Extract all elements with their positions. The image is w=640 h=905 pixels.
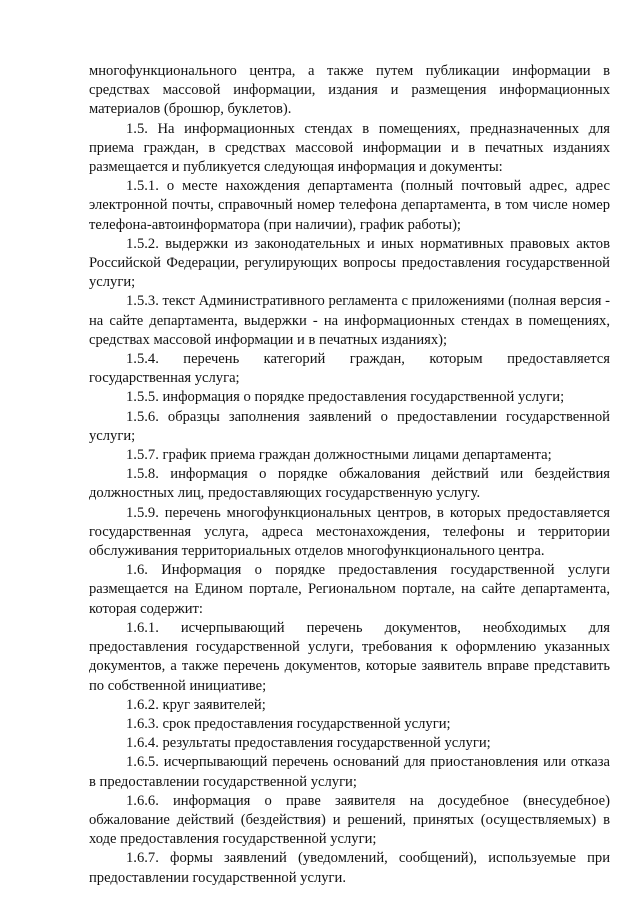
paragraph-1-6-7: 1.6.7. формы заявлений (уведомлений, сообщений), используемые при предоставлении государственной услуги. <box>89 850 610 886</box>
paragraph-1-6-6: 1.6.6. информация о праве заявителя на досудебное (внесудебное) обжалование действий (бездействия) и решений, принятых (осуществляемых) в ходе предоставления государственной услуги; <box>89 792 610 848</box>
paragraph-1-6: 1.6. Информация о порядке предоставления государственной услуги размещается на Едином портале, Региональном портале, на сайте департамента, которая содержит: <box>89 562 610 617</box>
paragraph-1-5-9: 1.5.9. перечень многофункциональных центров, в которых предоставляется государственная услуга, адреса местонахождения, телефоны и территории обслуживания территориальных отделов многофункционального центра. <box>89 504 610 560</box>
paragraph-1-5-6: 1.5.6. образцы заполнения заявлений о предоставлении государственной услуги; <box>89 408 610 444</box>
paragraph-1-5-7: 1.5.7. график приема граждан должностными лицами департамента; <box>126 447 552 464</box>
paragraph-1-5: 1.5. На информационных стендах в помещениях, предназначенных для приема граждан, в средствах массовой информации и в печатных изданиях размещается и публикуется следующая информация и документы: <box>89 120 610 176</box>
paragraph-1-6-5: 1.6.5. исчерпывающий перечень оснований для приостановления или отказа в предоставлении государственной услуги; <box>89 754 610 790</box>
document-body <box>89 62 610 888</box>
paragraph-1-6-1: 1.6.1. исчерпывающий перечень документов, необходимых для предоставления государственной услуги, требования к оформлению указанных документов, а также перечень документов, которые заявитель вправе представить по собственной инициативе; <box>89 619 610 694</box>
paragraph-continuation: многофункционального центра, а также путем публикации информации в средствах массовой информации, издания и размещения информационных материалов (брошюр, буклетов). <box>89 63 610 118</box>
paragraph-1-5-1: 1.5.1. о месте нахождения департамента (полный почтовый адрес, адрес электронной почты, справочный номер телефона департамента, в том числе номер телефона-автоинформатора (при наличии), график работы); <box>89 178 610 233</box>
paragraph-1-5-5: 1.5.5. информация о порядке предоставления государственной услуги; <box>126 389 565 406</box>
paragraph-1-6-3: 1.6.3. срок предоставления государственной услуги; <box>126 715 451 732</box>
paragraph-1-5-4: 1.5.4. перечень категорий граждан, которым предоставляется государственная услуга; <box>89 351 610 387</box>
paragraph-1-5-3: 1.5.3. текст Административного регламента с приложениями (полная версия - на сайте департамента, выдержки - на информационных стендах в помещениях, средствах массовой информации и в печатных изданиях); <box>89 293 610 348</box>
paragraph-1-5-2: 1.5.2. выдержки из законодательных и иных нормативных правовых актов Российской Федерации, регулирующих вопросы предоставления государственной услуги; <box>89 235 610 291</box>
paragraph-1-5-8: 1.5.8. информация о порядке обжалования действий или бездействия должностных лиц, предоставляющих государственную услугу. <box>89 466 610 502</box>
paragraph-1-6-4: 1.6.4. результаты предоставления государственной услуги; <box>126 735 491 752</box>
paragraph-1-6-2: 1.6.2. круг заявителей; <box>126 696 266 713</box>
